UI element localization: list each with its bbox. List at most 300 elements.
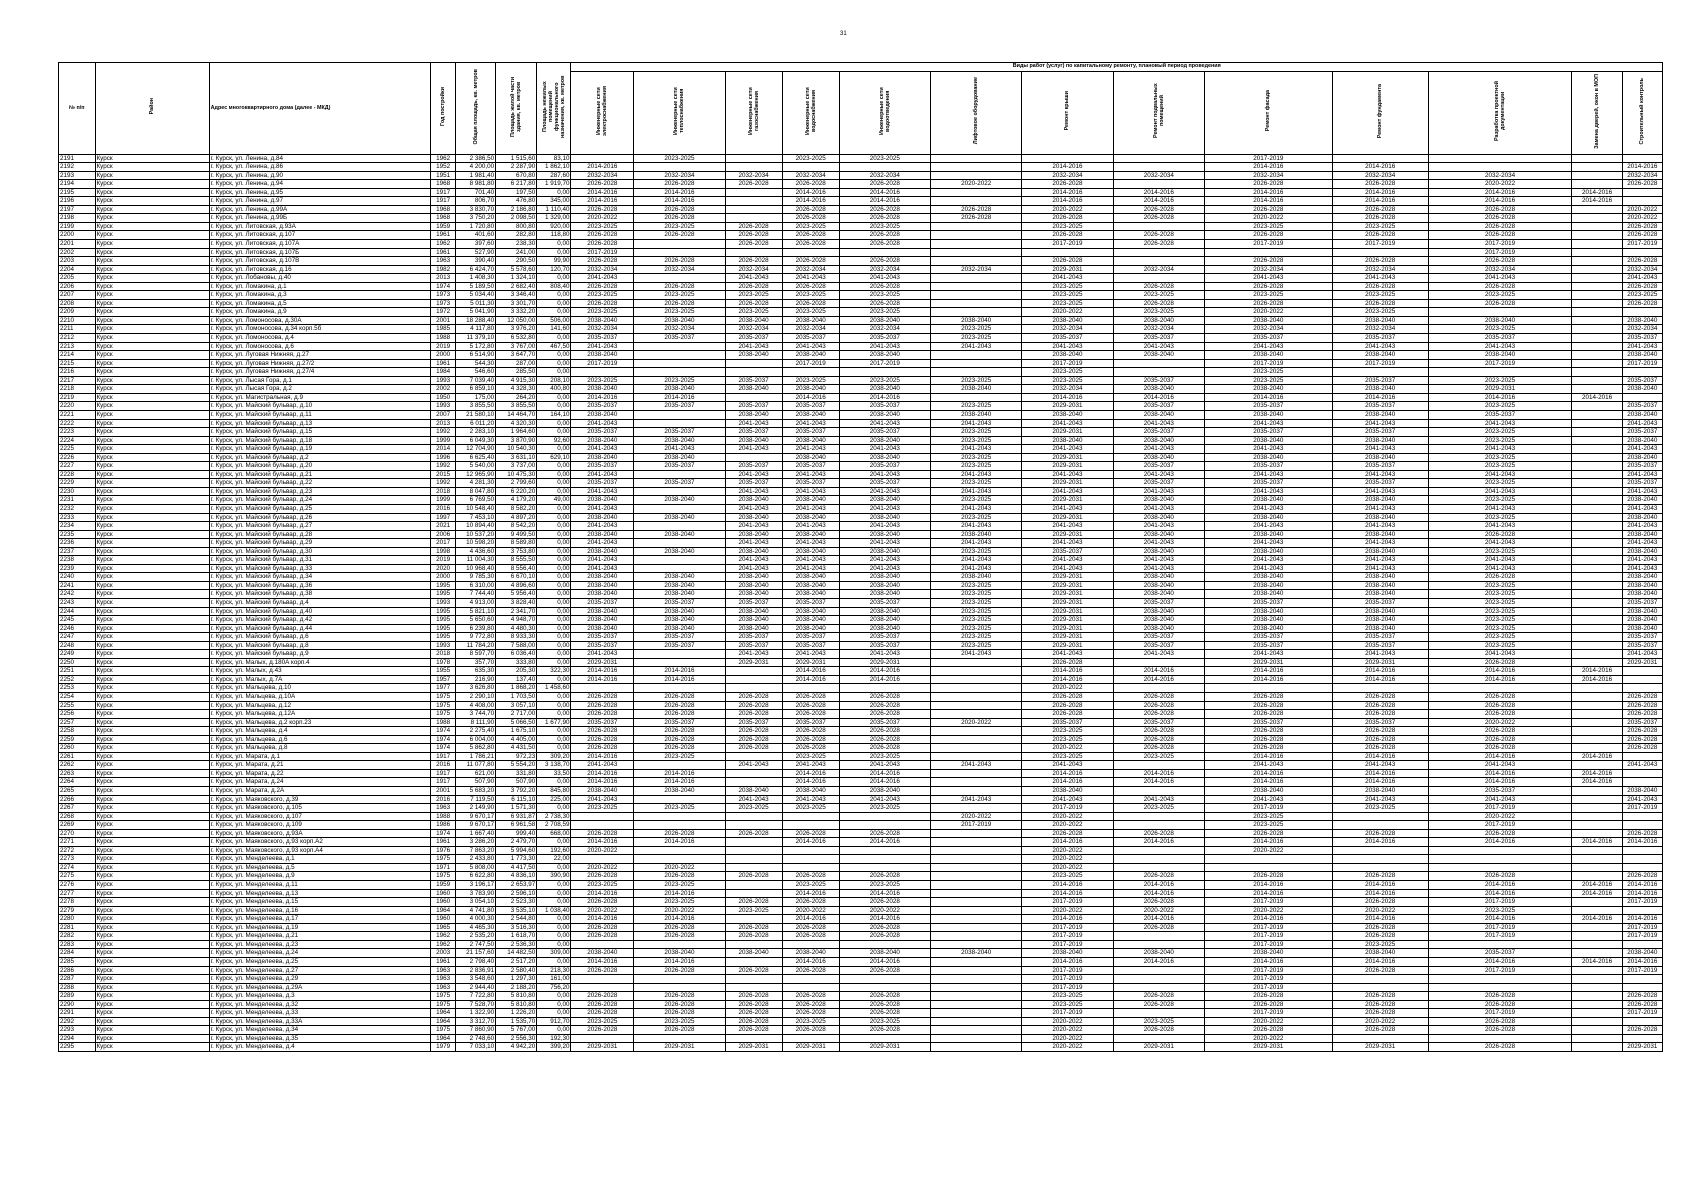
table-cell: 5 808,00 xyxy=(456,863,496,872)
table-cell: 2026-2028 xyxy=(1204,1000,1332,1009)
table-cell: г. Курск, ул. Литовская, д.93А xyxy=(209,222,430,231)
table-cell xyxy=(725,752,782,761)
table-cell: 2026-2028 xyxy=(725,1026,782,1035)
table-cell: 2193 xyxy=(59,171,96,180)
table-cell: 2026-2028 xyxy=(1204,744,1332,753)
table-cell: 2014-2016 xyxy=(1113,881,1204,890)
table-cell: г. Курск, ул. Менделеева, д.33 xyxy=(209,1009,430,1018)
table-cell: 2273 xyxy=(59,855,96,864)
table-cell xyxy=(1572,1034,1622,1043)
table-cell: 4 913,00 xyxy=(456,598,496,607)
table-cell: 2041-2043 xyxy=(931,522,1022,531)
table-cell: 2026-2028 xyxy=(1332,898,1428,907)
table-cell: 2038-2040 xyxy=(839,385,930,394)
table-cell: 2041-2043 xyxy=(1332,419,1428,428)
table-cell: 1962 xyxy=(431,240,456,249)
table-cell: Курск xyxy=(95,633,209,642)
table-cell: 2014-2016 xyxy=(839,889,930,898)
table-cell xyxy=(634,821,725,830)
table-cell xyxy=(782,368,839,377)
table-cell: 2038-2040 xyxy=(1204,385,1332,394)
table-row xyxy=(59,735,1663,744)
table-cell xyxy=(1572,718,1622,727)
table-cell: 2026-2028 xyxy=(1428,1026,1572,1035)
table-row xyxy=(59,154,1663,163)
table-cell: 2041-2043 xyxy=(571,795,634,804)
table-cell xyxy=(1572,154,1622,163)
table-cell: 2035-2037 xyxy=(1204,641,1332,650)
table-cell: 192,30 xyxy=(537,1034,571,1043)
table-cell: 0,00 xyxy=(537,539,571,548)
table-cell: 1971 xyxy=(431,863,456,872)
table-cell: 2041-2043 xyxy=(839,539,930,548)
table-cell: 2017-2019 xyxy=(1204,940,1332,949)
table-cell: 5 540,00 xyxy=(456,462,496,471)
table-cell: 2026-2028 xyxy=(634,1026,725,1035)
table-cell: 2014-2016 xyxy=(1572,752,1622,761)
table-cell xyxy=(1572,872,1622,881)
table-cell: 2026-2028 xyxy=(571,710,634,719)
table-cell: 11 379,10 xyxy=(456,334,496,343)
table-cell xyxy=(634,248,725,257)
table-cell: 2014-2016 xyxy=(1332,778,1428,787)
table-cell: 2023-2025 xyxy=(1428,598,1572,607)
table-cell: Курск xyxy=(95,513,209,522)
table-cell: 2026-2028 xyxy=(782,282,839,291)
table-cell: 2041-2043 xyxy=(839,274,930,283)
table-cell: 2038-2040 xyxy=(725,530,782,539)
table-cell: 756,20 xyxy=(537,983,571,992)
table-row xyxy=(59,1000,1663,1009)
table-cell: 2026-2028 xyxy=(839,1009,930,1018)
table-cell: 2038-2040 xyxy=(725,316,782,325)
table-cell xyxy=(782,983,839,992)
table-row xyxy=(59,1017,1663,1026)
table-cell: 2032-2034 xyxy=(1622,171,1662,180)
table-cell: 2259 xyxy=(59,735,96,744)
table-cell: 2041-2043 xyxy=(1022,650,1113,659)
table-cell xyxy=(1572,607,1622,616)
table-cell: 2014-2016 xyxy=(782,197,839,206)
table-row xyxy=(59,1026,1663,1035)
table-cell: 2264 xyxy=(59,778,96,787)
table-cell: 2278 xyxy=(59,898,96,907)
table-cell: 2038-2040 xyxy=(782,513,839,522)
table-cell: Курск xyxy=(95,470,209,479)
table-cell: 2023-2025 xyxy=(931,607,1022,616)
table-cell: 2014-2016 xyxy=(1622,889,1662,898)
table-cell: 2026-2028 xyxy=(1113,744,1204,753)
table-cell: 164,10 xyxy=(537,410,571,419)
table-cell: 2041-2043 xyxy=(1332,564,1428,573)
table-cell: 2041-2043 xyxy=(1113,504,1204,513)
table-cell: 2017-2019 xyxy=(1022,966,1113,975)
table-cell: 1917 xyxy=(431,778,456,787)
table-cell xyxy=(634,351,725,360)
table-cell: 1957 xyxy=(431,675,456,684)
table-cell xyxy=(634,761,725,770)
table-cell: г. Курск, ул. Мальцева, д.10 xyxy=(209,684,430,693)
table-cell: г. Курск, ул. Ленина, д.94 xyxy=(209,180,430,189)
table-cell xyxy=(1572,316,1622,325)
table-cell xyxy=(1572,163,1622,172)
table-row xyxy=(59,462,1663,471)
table-cell xyxy=(839,863,930,872)
table-cell xyxy=(725,881,782,890)
table-cell: 2029-2031 xyxy=(1332,1043,1428,1052)
table-cell: г. Курск, ул. Мальцева, д.4 xyxy=(209,727,430,736)
table-cell: 1 667,40 xyxy=(456,829,496,838)
table-cell: 2038-2040 xyxy=(839,616,930,625)
table-cell: 0,00 xyxy=(537,274,571,283)
table-cell: 2026-2028 xyxy=(839,205,930,214)
table-cell: 3 301,70 xyxy=(496,299,537,308)
table-row xyxy=(59,838,1663,847)
table-cell: 2017-2019 xyxy=(1428,966,1572,975)
table-row xyxy=(59,248,1663,257)
table-cell: 2038-2040 xyxy=(725,513,782,522)
table-cell: 2038-2040 xyxy=(571,410,634,419)
table-cell: 3 196,17 xyxy=(456,881,496,890)
table-row xyxy=(59,881,1663,890)
table-cell: 7 528,70 xyxy=(456,1000,496,1009)
table-cell: 2026-2028 xyxy=(1113,282,1204,291)
table-cell: 5 767,00 xyxy=(496,1026,537,1035)
table-cell: 1 322,90 xyxy=(456,1009,496,1018)
table-cell: 2014-2016 xyxy=(634,667,725,676)
table-row xyxy=(59,949,1663,958)
table-cell: 2014-2016 xyxy=(1022,838,1113,847)
table-cell xyxy=(634,812,725,821)
table-cell: 2256 xyxy=(59,710,96,719)
table-cell xyxy=(1572,419,1622,428)
table-cell: 2029-2031 xyxy=(1022,624,1113,633)
table-cell: 2041-2043 xyxy=(1022,470,1113,479)
table-cell: 2014-2016 xyxy=(1022,188,1113,197)
table-cell: 2285 xyxy=(59,957,96,966)
table-cell: 2 149,90 xyxy=(456,804,496,813)
table-row xyxy=(59,624,1663,633)
table-cell: 0,00 xyxy=(537,838,571,847)
table-cell: 2017-2019 xyxy=(1428,248,1572,257)
table-row xyxy=(59,940,1663,949)
table-cell: 2038-2040 xyxy=(571,513,634,522)
table-cell: 3 647,70 xyxy=(496,351,537,360)
table-cell xyxy=(1113,368,1204,377)
table-cell: 4 896,60 xyxy=(496,581,537,590)
table-cell: 2014-2016 xyxy=(782,838,839,847)
table-cell: 161,00 xyxy=(537,975,571,984)
table-cell: 1998 xyxy=(431,547,456,556)
table-cell: 2041-2043 xyxy=(1428,274,1572,283)
table-cell xyxy=(725,983,782,992)
table-cell: г. Курск, ул. Ленина, д.90 xyxy=(209,171,430,180)
table-cell: 2041-2043 xyxy=(782,470,839,479)
table-cell: 2038-2040 xyxy=(1332,573,1428,582)
table-cell: 2023-2025 xyxy=(839,154,930,163)
table-cell xyxy=(634,539,725,548)
table-cell xyxy=(839,812,930,821)
table-cell: 2023-2025 xyxy=(1332,308,1428,317)
table-cell: 2017-2019 xyxy=(1022,240,1113,249)
table-cell: 0,00 xyxy=(537,513,571,522)
table-cell: 0,00 xyxy=(537,462,571,471)
table-cell: 5 578,60 xyxy=(496,265,537,274)
table-cell: 920,00 xyxy=(537,222,571,231)
table-cell: Курск xyxy=(95,197,209,206)
table-cell: Курск xyxy=(95,855,209,864)
table-row xyxy=(59,368,1663,377)
table-cell xyxy=(1622,778,1662,787)
table-cell xyxy=(1572,787,1622,796)
table-cell: 2026-2028 xyxy=(1113,231,1204,240)
table-cell: 8 582,20 xyxy=(496,504,537,513)
table-header xyxy=(59,63,1663,155)
table-cell: 2041-2043 xyxy=(1428,564,1572,573)
table-cell: 4 436,60 xyxy=(456,547,496,556)
page-number: 31 xyxy=(840,31,847,37)
table-cell: 3 138,70 xyxy=(537,761,571,770)
table-cell: 2026-2028 xyxy=(839,735,930,744)
table-cell: 2017-2019 xyxy=(1022,359,1113,368)
table-cell: 2026-2028 xyxy=(839,966,930,975)
table-cell: 0,00 xyxy=(537,915,571,924)
table-cell: 2026-2028 xyxy=(1022,231,1113,240)
table-cell: г. Курск, ул. Менделеева, д.15 xyxy=(209,898,430,907)
table-cell: 2019 xyxy=(431,342,456,351)
table-cell: 6 532,80 xyxy=(496,334,537,343)
table-cell: 2026-2028 xyxy=(634,829,725,838)
table-cell: 2041-2043 xyxy=(782,564,839,573)
table-cell: Курск xyxy=(95,940,209,949)
table-cell: 2020-2022 xyxy=(931,718,1022,727)
table-cell: 2026-2028 xyxy=(1428,205,1572,214)
table-cell: 2026-2028 xyxy=(839,1026,930,1035)
table-cell: Курск xyxy=(95,889,209,898)
table-cell: Курск xyxy=(95,188,209,197)
table-cell: 2035-2037 xyxy=(1113,334,1204,343)
table-cell: 2020-2022 xyxy=(1622,205,1662,214)
table-cell: 2239 xyxy=(59,564,96,573)
table-cell: Курск xyxy=(95,436,209,445)
table-cell: 2041-2043 xyxy=(571,470,634,479)
table-cell: 6 217,80 xyxy=(496,180,537,189)
table-cell: Курск xyxy=(95,710,209,719)
table-row xyxy=(59,419,1663,428)
table-cell: 2026-2028 xyxy=(1113,299,1204,308)
table-cell xyxy=(1113,1034,1204,1043)
table-cell: 2035-2037 xyxy=(1332,428,1428,437)
table-cell: Курск xyxy=(95,727,209,736)
table-cell: 0,00 xyxy=(537,308,571,317)
table-cell: 2014-2016 xyxy=(839,197,930,206)
table-cell: 2038-2040 xyxy=(1204,787,1332,796)
table-cell: г. Курск, ул. Марата, д.24 xyxy=(209,778,430,787)
table-cell xyxy=(634,504,725,513)
table-cell xyxy=(1572,282,1622,291)
table-cell: 2026-2028 xyxy=(1332,1000,1428,1009)
table-row xyxy=(59,308,1663,317)
table-cell: 2014-2016 xyxy=(1113,667,1204,676)
table-cell xyxy=(1572,359,1622,368)
table-cell: 2014-2016 xyxy=(1332,957,1428,966)
table-cell: г. Курск, ул. Менделеева, д.33А xyxy=(209,1017,430,1026)
table-cell: 2038-2040 xyxy=(1022,351,1113,360)
table-cell: 2026-2028 xyxy=(634,180,725,189)
table-cell: 2038-2040 xyxy=(1113,590,1204,599)
table-cell: 2014-2016 xyxy=(634,197,725,206)
table-cell: 2023-2025 xyxy=(839,752,930,761)
table-cell xyxy=(931,787,1022,796)
table-cell: 2038-2040 xyxy=(1113,410,1204,419)
table-cell xyxy=(931,906,1022,915)
table-cell: 2020-2022 xyxy=(1022,863,1113,872)
table-cell: 2035-2037 xyxy=(571,718,634,727)
table-cell xyxy=(1113,863,1204,872)
table-row xyxy=(59,222,1663,231)
table-cell: 2029-2031 xyxy=(725,1043,782,1052)
table-row xyxy=(59,342,1663,351)
table-cell xyxy=(1332,684,1428,693)
table-cell xyxy=(931,368,1022,377)
table-cell: 2026-2028 xyxy=(634,214,725,223)
table-cell: г. Курск, ул. Менделеева, д.24 xyxy=(209,949,430,958)
table-cell: 2041-2043 xyxy=(725,564,782,573)
table-cell: 2014-2016 xyxy=(782,769,839,778)
table-cell: 2035-2037 xyxy=(1204,334,1332,343)
table-cell: Курск xyxy=(95,590,209,599)
table-cell xyxy=(931,778,1022,787)
table-cell: 2038-2040 xyxy=(1332,616,1428,625)
table-cell: 5 810,80 xyxy=(496,992,537,1001)
table-cell: 2026-2028 xyxy=(1332,693,1428,702)
table-cell: 2023-2025 xyxy=(931,616,1022,625)
table-cell: 2041-2043 xyxy=(1204,650,1332,659)
table-cell: 3 286,20 xyxy=(456,838,496,847)
table-row xyxy=(59,359,1663,368)
table-cell xyxy=(1113,163,1204,172)
table-cell: Курск xyxy=(95,821,209,830)
table-cell: 2041-2043 xyxy=(931,564,1022,573)
table-cell: 2014-2016 xyxy=(571,778,634,787)
table-cell xyxy=(1332,975,1428,984)
table-cell: 2014-2016 xyxy=(571,667,634,676)
table-cell: 2026-2028 xyxy=(1622,735,1662,744)
table-cell: 4 179,20 xyxy=(496,496,537,505)
table-cell: 2041-2043 xyxy=(1022,274,1113,283)
table-cell: Курск xyxy=(95,693,209,702)
table-cell: 2014-2016 xyxy=(1113,915,1204,924)
header-cell: Инженерные сети газоснабжения xyxy=(725,72,782,155)
table-row xyxy=(59,547,1663,556)
table-cell: 2038-2040 xyxy=(725,787,782,796)
table-cell: 2023-2025 xyxy=(839,376,930,385)
table-cell: 2026-2028 xyxy=(1622,1000,1662,1009)
table-cell: 2241 xyxy=(59,581,96,590)
table-cell: 3 828,40 xyxy=(496,598,537,607)
table-cell: 218,30 xyxy=(537,966,571,975)
table-cell: г. Курск, ул. Менделеева, д.27 xyxy=(209,966,430,975)
table-cell: 2032-2034 xyxy=(782,325,839,334)
table-cell: 507,90 xyxy=(496,778,537,787)
table-cell: 3 744,70 xyxy=(456,710,496,719)
table-cell xyxy=(1572,445,1622,454)
table-cell: 2017-2019 xyxy=(1428,932,1572,941)
table-cell: 1992 xyxy=(431,462,456,471)
table-cell xyxy=(1572,590,1622,599)
table-cell xyxy=(931,872,1022,881)
table-cell: 2041-2043 xyxy=(1622,539,1662,548)
table-cell: Курск xyxy=(95,735,209,744)
table-cell: 2026-2028 xyxy=(634,231,725,240)
table-cell: 2026-2028 xyxy=(1113,923,1204,932)
table-cell: г. Курск, ул. Мальцева, д.12А xyxy=(209,710,430,719)
table-row xyxy=(59,171,1663,180)
table-cell xyxy=(1022,154,1113,163)
table-cell: 2029-2031 xyxy=(1022,496,1113,505)
table-cell: 2 290,10 xyxy=(456,693,496,702)
table-cell: г. Курск, ул. Майский бульвар, д.27 xyxy=(209,522,430,531)
table-cell: 2014-2016 xyxy=(1332,915,1428,924)
table-cell: 2038-2040 xyxy=(725,410,782,419)
table-cell xyxy=(931,1000,1022,1009)
table-cell: г. Курск, ул. Майский бульвар, д.36 xyxy=(209,581,430,590)
table-cell: 2014-2016 xyxy=(1113,393,1204,402)
table-cell: г. Курск, ул. Майский бульвар, д.21 xyxy=(209,470,430,479)
table-row xyxy=(59,633,1663,642)
table-cell: 2035-2037 xyxy=(1113,462,1204,471)
table-cell: 2020-2022 xyxy=(1022,744,1113,753)
table-cell xyxy=(1113,787,1204,796)
table-cell xyxy=(1572,710,1622,719)
table-cell: 2038-2040 xyxy=(839,316,930,325)
table-cell: Курск xyxy=(95,641,209,650)
table-cell xyxy=(1572,325,1622,334)
table-cell: Курск xyxy=(95,616,209,625)
table-cell: 2026-2028 xyxy=(782,205,839,214)
table-row xyxy=(59,214,1663,223)
table-cell: 1984 xyxy=(431,368,456,377)
table-cell: 2274 xyxy=(59,863,96,872)
table-row xyxy=(59,787,1663,796)
table-cell: 2252 xyxy=(59,675,96,684)
table-cell: 2231 xyxy=(59,496,96,505)
table-cell: 2026-2028 xyxy=(634,299,725,308)
table-cell: 10 548,40 xyxy=(456,504,496,513)
table-cell: 2026-2028 xyxy=(782,735,839,744)
table-cell: 2014-2016 xyxy=(1332,881,1428,890)
table-cell: 2 556,30 xyxy=(496,1034,537,1043)
table-cell: 2026-2028 xyxy=(839,299,930,308)
table-cell: 2026-2028 xyxy=(634,701,725,710)
table-cell: Курск xyxy=(95,598,209,607)
table-cell: 0,00 xyxy=(537,658,571,667)
table-cell: 2041-2043 xyxy=(1332,470,1428,479)
table-cell: 2026-2028 xyxy=(725,744,782,753)
table-cell: 2014-2016 xyxy=(634,838,725,847)
table-cell xyxy=(1572,804,1622,813)
table-cell xyxy=(725,855,782,864)
table-cell: 2035-2037 xyxy=(839,402,930,411)
table-cell xyxy=(1622,752,1662,761)
table-cell: 9 670,17 xyxy=(456,812,496,821)
table-cell: 2032-2034 xyxy=(634,171,725,180)
table-cell: Курск xyxy=(95,787,209,796)
table-cell: 6 514,90 xyxy=(456,351,496,360)
table-cell: 2017-2019 xyxy=(839,359,930,368)
table-cell: 2020-2022 xyxy=(1428,718,1572,727)
table-cell: 2041-2043 xyxy=(1022,539,1113,548)
